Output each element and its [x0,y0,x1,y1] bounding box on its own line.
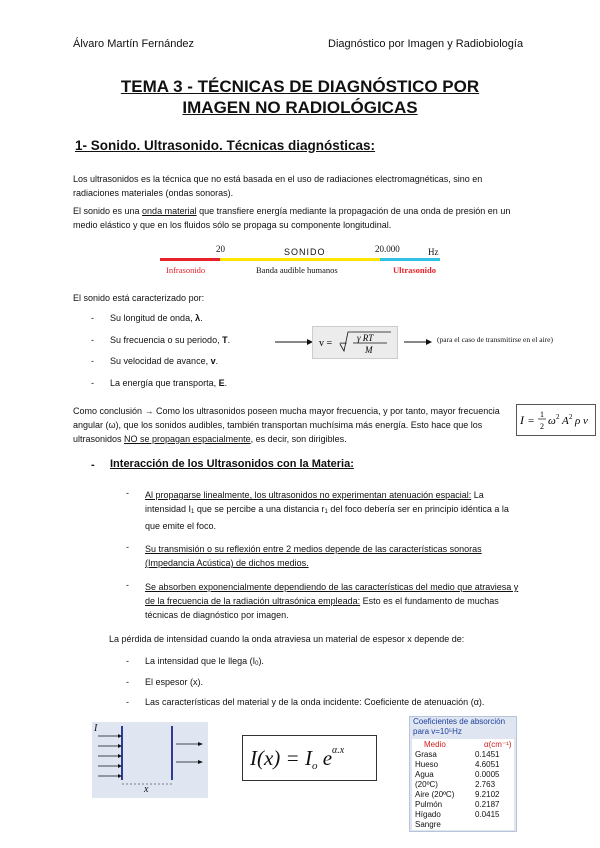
bullet-dash: - [91,335,94,345]
loss-intro: La pérdida de intensidad cuando la onda atraviesa un material de espesor x depende de: [109,634,465,644]
b3-underlined: Se absorben exponencialmente dependiendo de las características del medio que atraviesa y de la frecuencia de la radiación ultrasónica empleada: [145,582,519,606]
velocity-formula-box [312,326,398,359]
item-symbol: E [218,378,225,388]
bullet-dash: - [126,542,129,552]
list-item-wavelength [110,313,203,323]
table-cell-alpha: 0.2187 [475,800,500,809]
item-text: La energía que transporta, [110,378,219,388]
bullet-dash: - [91,459,95,471]
table-cell-alpha: 0.1451 [475,750,500,759]
bullet-dash: - [126,488,129,498]
table-row [412,800,514,810]
interaction-bullet-3 [145,580,520,622]
conclusion-underlined: NO se propagan espacialmente [124,434,251,444]
loss-item-thickness: El espesor (x). [145,677,204,687]
table-col-alpha: α(cm⁻¹) [484,740,512,749]
svg-text:=: = [528,415,535,427]
list-item-frequency [110,335,230,345]
header-subject: Diagnóstico por Imagen y Radiobiología [328,38,524,50]
arrow-right-icon [404,337,432,347]
equation-lhs: I(x) = I [250,746,312,770]
table-cell-alpha: 0.0005 [475,770,500,779]
conclusion-text-a: Como conclusión → Como los ultrasonidos poseen mucha mayor frecuencia, y por tanto, mayor frecuencia angular (ω), que los sonidos audibles, también transportan muchísima más energía. Esto hace que los ultrasonidos [73,406,500,444]
table-title-1: Coeficientes de absorción [413,717,506,726]
table-row [412,760,514,770]
b2-underlined: Su transmisión o su reflexión entre 2 medios depende de las características sonoras (Impedancia Acústica) de dichos medios. [145,544,482,568]
loss-item-material: Las características del material y de la onda incidente: Coeficiente de atenuación (α). [145,697,485,707]
loss-i1-b: ). [258,656,264,666]
bullet-dash: - [91,378,94,388]
item-end: . [224,378,228,388]
b1-text2: que se percibe a una distancia r [194,504,325,514]
bullet-dash: - [91,356,94,366]
table-header-row [412,740,514,750]
item-symbol: T [222,335,228,345]
bullet-dash: - [126,697,129,707]
table-cell-alpha: 9.2102 [475,790,500,799]
interaction-bullet-1 [145,488,520,533]
p2-underlined: onda material [142,206,197,216]
item-end: . [200,313,203,323]
b1-sub2: 1 [324,509,328,515]
paragraph-conclusion [73,404,511,446]
table-cell-medio: Agua [415,770,434,779]
item-text: Su velocidad de avance, [110,356,211,366]
absorption-table [409,716,517,832]
svg-text:γ RT: γ RT [357,333,374,343]
table-row [412,790,514,800]
svg-text:I: I [520,413,524,427]
header-author: Álvaro Martín Fernández [73,38,195,50]
table-cell-alpha: 0.0415 [475,810,500,819]
table-cell-medio: Hueso [415,760,439,769]
table-cell-medio: Sangre [415,820,441,829]
item-end: . [227,335,231,345]
attenuation-diagram [92,722,208,798]
bullet-dash: - [126,656,129,666]
b3-text: Esto es el fundamento de muchas técnicas de diagnóstico por imagen. [145,596,499,620]
attenuation-equation-box [242,735,377,781]
formula-note: (para el caso de transmitirse en el aire) [437,335,553,344]
spectrum-audible-label: Banda audible humanos [256,265,338,275]
paragraph-ultrasound-intro: Los ultrasonidos es la técnica que no está basada en el uso de radiaciones electromagnéticas, sino en radiaciones materiales (ondas sonoras). [73,174,483,198]
item-text: Su longitud de onda, [110,313,196,323]
intensity-formula-box [516,404,596,436]
spectrum-20: 20 [216,244,225,254]
loss-i1-a: La intensidad que le llega (I [145,656,256,666]
svg-text:M: M [365,345,373,355]
equation-sub: o [311,760,318,772]
list-item-velocity [110,356,218,366]
conclusion-text-b: , es decir, son dirigibles. [250,434,347,444]
table-row [412,780,514,790]
spectrum-bar-ultra [380,258,440,261]
svg-text:1: 1 [540,410,544,419]
spectrum-bar-audible [220,258,380,261]
arrow-right-icon [275,337,313,347]
table-cell-medio: (20ºC) [415,780,438,789]
item-symbol: λ [195,313,201,323]
item-text: Su frecuencia o su periodo, [110,335,223,345]
svg-text:2: 2 [569,413,573,421]
bullet-dash: - [126,677,129,687]
loss-i1-sub: 0 [255,661,259,667]
loss-item-intensity [145,656,264,667]
table-cell-medio: Aire (20ºC) [415,790,455,799]
svg-text:ω: ω [548,415,556,427]
table-row [412,810,514,820]
svg-text:A: A [562,415,569,427]
interaction-heading: Interacción de los Ultrasonidos con la Materia: [110,458,354,470]
page-title-line2: IMAGEN NO RADIOLÓGICAS [182,98,418,117]
table-cell-medio: Grasa [415,750,437,759]
table-cell-medio: Hígado [415,810,441,819]
attenuation-equation [250,745,344,772]
equation-exp: α.x [332,745,345,756]
page-title-line1: TEMA 3 - TÉCNICAS DE DIAGNÓSTICO POR [120,77,480,96]
sound-spectrum-diagram [160,244,450,280]
attenuation-figure [92,722,208,798]
list-item-energy [110,378,227,388]
item-end: . [215,356,219,366]
table-col-medio: Medio [424,740,446,749]
table-row [412,820,514,830]
table-cell-alpha: 2.763 [475,780,496,789]
figure-label-x: x [144,784,149,795]
svg-text:v =: v = [319,338,333,349]
svg-text:2: 2 [540,422,544,431]
equation-e: e [317,746,333,770]
item-symbol: v [210,356,216,366]
svg-text:2: 2 [556,413,560,421]
spectrum-bar-infra [160,258,220,261]
spectrum-label-sonido: SONIDO [284,247,326,257]
interaction-bullet-2 [145,542,520,570]
table-cell-alpha: 4.6051 [475,760,500,769]
p2-text-b: que transfiere energía mediante la propagación de una onda de presión en un medio elástico y que en los fluidos sólo se propaga su componente longitudinal. [73,206,511,230]
p2-text-a: El sonido es una [73,206,143,216]
characterized-intro: El sonido está caracterizado por: [73,293,205,303]
spectrum-unit: Hz [428,247,439,257]
b1-text3: del foco debería ser en principio idéntica a la que emite el foco. [145,504,509,531]
spectrum-20000: 20.000 [375,244,400,254]
table-title-2: para v=10⁵Hz [413,727,462,736]
paragraph-sound-definition [73,204,528,232]
intensity-formula [517,405,595,435]
spectrum-infra-label: Infrasonido [166,265,206,275]
svg-text:−: − [339,336,348,352]
svg-text:ρ v: ρ v [575,415,588,427]
table-row [412,770,514,780]
table-cell-medio: Pulmón [415,800,443,809]
b1-sub: 1 [191,509,195,515]
bullet-dash: - [126,580,129,590]
table-row [412,750,514,760]
section-heading: 1- Sonido. Ultrasonido. Técnicas diagnósticas: [75,138,376,153]
bullet-dash: - [91,313,94,323]
velocity-formula [313,327,397,358]
spectrum-ultra-label: Ultrasonido [393,265,436,275]
figure-label-I: I [94,723,98,734]
b1-text: La intensidad I [145,490,484,514]
b1-underlined: Al propagarse linealmente, los ultrasonidos no experimentan atenuación espacial: [145,490,472,500]
